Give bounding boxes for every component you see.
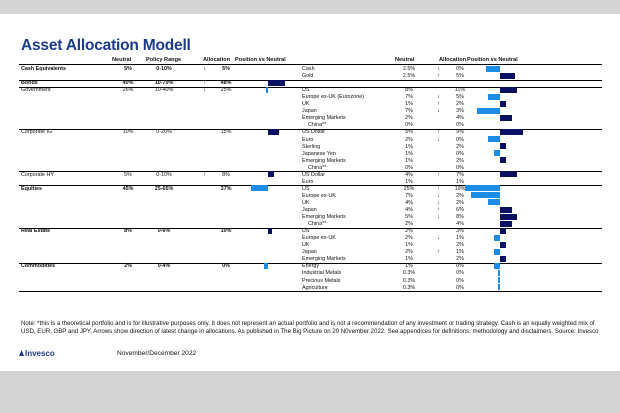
sub-asset-neutral: 7%: [405, 108, 413, 115]
sub-asset-neutral: 2%: [405, 249, 413, 256]
group-neutral: 5%: [124, 66, 132, 72]
sub-asset-name: China**: [308, 164, 327, 171]
position-bar: [500, 228, 506, 234]
sub-asset-name: China**: [308, 221, 327, 228]
group-neutral: 40%: [122, 80, 134, 87]
group-divider: [19, 80, 602, 81]
sub-asset-neutral: 1%: [405, 256, 413, 263]
group-allocation: 25%: [220, 87, 232, 94]
sub-asset-allocation: 1%: [456, 178, 464, 185]
group-allocation: 10%: [220, 228, 232, 235]
position-bar: [500, 115, 512, 121]
sub-asset-name: Emerging Markets: [302, 157, 346, 164]
position-bar: [471, 192, 500, 198]
sub-asset-name: Sterling: [302, 143, 321, 150]
group-neutral: 5%: [124, 171, 132, 178]
sub-asset-name: Gold: [302, 73, 314, 80]
group-neutral: 45%: [122, 185, 134, 192]
group-allocation: 48%: [220, 80, 232, 87]
sub-asset-name: Europe ex-UK: [302, 235, 336, 242]
sub-asset-name: Europe ex-UK (Eurozone): [302, 94, 365, 101]
position-bar: [500, 214, 517, 220]
sub-asset-neutral: 25%: [403, 185, 415, 192]
allocation-arrow-icon: ↓: [437, 192, 440, 199]
position-bar: [268, 129, 279, 135]
position-bar: [494, 263, 500, 269]
position-bar: [498, 277, 500, 283]
position-bar: [494, 235, 500, 241]
allocation-arrow-icon: ↓: [437, 199, 440, 206]
sub-asset-neutral: 0%: [405, 164, 413, 171]
header-allocation-right: Allocation: [439, 57, 467, 63]
sub-asset-allocation: 1%: [456, 249, 464, 256]
group-policy-range: 0-20%: [156, 129, 172, 136]
group-policy-range: 25-65%: [154, 185, 174, 192]
group-policy-range: 10-70%: [154, 80, 174, 87]
position-bar: [494, 150, 500, 156]
sub-asset-allocation: 2%: [456, 199, 464, 206]
invesco-logo-icon: [19, 350, 24, 356]
sub-asset-neutral: 2%: [405, 221, 413, 228]
sub-asset-allocation: 5%: [456, 73, 464, 80]
position-bar: [268, 228, 272, 234]
group-neutral: 8%: [124, 228, 132, 235]
sub-asset-name: UK: [302, 101, 310, 108]
slide: [0, 14, 620, 371]
sub-asset-neutral: 1%: [405, 263, 413, 270]
position-bar: [494, 249, 500, 255]
position-bar: [500, 207, 512, 213]
group-name: Commodities: [21, 263, 56, 270]
group-name: Equities: [21, 185, 42, 192]
header-position-left: Position vs Neutral: [235, 57, 286, 63]
position-bar: [488, 136, 500, 142]
sub-asset-allocation: 0%: [456, 164, 464, 171]
header-allocation-left: Allocation: [203, 57, 231, 63]
sub-asset-name: Japanese Yen: [302, 150, 336, 157]
sub-asset-name: Cash: [302, 66, 315, 72]
group-allocation: 5%: [222, 66, 230, 72]
allocation-arrow-icon: ↑: [437, 249, 440, 256]
sub-asset-neutral: 7%: [405, 94, 413, 101]
group-neutral: 2%: [124, 263, 132, 270]
allocation-arrow-icon: ↓: [203, 87, 206, 94]
group-allocation: 37%: [220, 185, 232, 192]
sub-asset-neutral: 7%: [405, 192, 413, 199]
sub-asset-neutral: 0%: [405, 122, 413, 129]
allocation-arrow-icon: ↓: [437, 214, 440, 221]
publication-date: November/December 2022: [117, 350, 197, 357]
position-bar: [500, 242, 506, 248]
invesco-logo: Invesco: [25, 349, 55, 358]
group-policy-range: 0-6%: [157, 228, 171, 235]
sub-asset-allocation: 5%: [456, 94, 464, 101]
group-name: Real Estate: [21, 228, 51, 235]
allocation-arrow-icon: ↑: [437, 207, 440, 213]
sub-asset-neutral: 2%: [405, 235, 413, 242]
position-bar: [500, 256, 506, 262]
sub-asset-allocation: 2%: [456, 242, 464, 249]
sub-asset-neutral: 2%: [405, 136, 413, 143]
group-name: Corporate IG: [21, 129, 53, 136]
sub-asset-allocation: 0%: [456, 122, 464, 129]
position-bar: [264, 263, 268, 269]
position-bar: [488, 94, 500, 100]
sub-asset-allocation: 11%: [454, 87, 466, 94]
allocation-arrow-icon: ↓: [437, 66, 440, 72]
sub-asset-neutral: 1%: [405, 150, 413, 157]
sub-asset-name: Europe ex-UK: [302, 192, 336, 199]
header-position-right: Position vs Neutral: [467, 57, 518, 63]
sub-asset-neutral: 1%: [405, 101, 413, 108]
page-title: Asset Allocation Modell: [21, 37, 191, 54]
position-bar: [500, 143, 506, 149]
allocation-arrow-icon: ↓: [437, 94, 440, 101]
sub-asset-allocation: 2%: [456, 101, 464, 108]
position-bar: [488, 199, 500, 205]
allocation-arrow-icon: ↑: [437, 73, 440, 80]
sub-asset-allocation: 4%: [456, 115, 464, 122]
position-bar: [498, 270, 500, 276]
sub-asset-neutral: 8%: [405, 87, 413, 94]
sub-asset-name: Emerging Markets: [302, 214, 346, 221]
position-bar: [500, 87, 517, 93]
sub-asset-allocation: 0%: [456, 277, 464, 284]
sub-asset-neutral: 1%: [405, 157, 413, 164]
sub-asset-allocation: 0%: [456, 136, 464, 143]
sub-asset-neutral: 1%: [405, 242, 413, 249]
sub-asset-name: UK: [302, 199, 310, 206]
header-neutral-left: Neutral: [112, 57, 132, 63]
allocation-arrow-icon: ↑: [203, 80, 206, 87]
sub-asset-name: US Dollar: [302, 129, 326, 136]
group-policy-range: 0-4%: [157, 263, 171, 270]
allocation-arrow-icon: ↑: [437, 171, 440, 178]
sub-asset-allocation: 0%: [456, 270, 464, 277]
position-bar: [500, 73, 515, 79]
position-bar: [465, 185, 500, 191]
sub-asset-neutral: 0.3%: [402, 277, 416, 284]
position-bar: [486, 66, 501, 72]
sub-asset-name: Precious Metals: [302, 277, 341, 284]
sub-asset-name: US: [302, 87, 310, 94]
sub-asset-name: Japan: [302, 108, 317, 115]
sub-asset-name: Japan: [302, 207, 317, 213]
allocation-arrow-icon: ↓: [437, 108, 440, 115]
sub-asset-allocation: 9%: [456, 129, 464, 136]
sub-asset-allocation: 8%: [456, 214, 464, 221]
sub-asset-neutral: 2.5%: [402, 66, 416, 72]
group-allocation: 8%: [222, 171, 230, 178]
header-rule: [19, 64, 602, 65]
allocation-arrow-icon: ↑: [437, 101, 440, 108]
position-bar: [500, 221, 512, 227]
sub-asset-allocation: 2%: [456, 143, 464, 150]
sub-asset-allocation: 0%: [456, 66, 464, 72]
sub-asset-allocation: 3%: [456, 108, 464, 115]
sub-asset-neutral: 2%: [405, 115, 413, 122]
sub-asset-allocation: 4%: [456, 221, 464, 228]
group-policy-range: 0-10%: [156, 66, 172, 72]
allocation-arrow-icon: ↑: [203, 171, 206, 178]
sub-asset-name: Agriculture: [302, 284, 328, 291]
sub-asset-name: China**: [308, 122, 327, 129]
allocation-arrow-icon: ↓: [437, 136, 440, 143]
sub-asset-neutral: 5%: [405, 129, 413, 136]
group-name: Cash Equivalents: [21, 66, 66, 72]
position-bar: [268, 171, 274, 177]
header-neutral-right: Neutral: [395, 57, 415, 63]
sub-asset-name: Euro: [302, 136, 314, 143]
group-name: Corporate HY: [21, 171, 54, 178]
position-bar: [477, 108, 500, 114]
group-name: Bonds: [21, 80, 38, 87]
sub-asset-allocation: 0%: [456, 284, 464, 291]
sub-asset-neutral: 4%: [405, 207, 413, 213]
group-allocation: 15%: [220, 129, 232, 136]
group-policy-range: 0-10%: [156, 171, 172, 178]
sub-asset-neutral: 4%: [405, 199, 413, 206]
sub-asset-allocation: 2%: [456, 157, 464, 164]
group-divider: [19, 291, 602, 292]
position-bar: [498, 284, 500, 290]
sub-asset-allocation: 0%: [456, 263, 464, 270]
position-bar: [266, 87, 268, 93]
group-policy-range: 10-40%: [154, 87, 174, 94]
sub-asset-neutral: 0.3%: [402, 270, 416, 277]
position-bar: [500, 101, 506, 107]
position-bar: [268, 80, 285, 86]
sub-asset-allocation: 3%: [456, 228, 464, 235]
position-bar: [500, 129, 523, 135]
sub-asset-neutral: 4%: [405, 171, 413, 178]
allocation-arrow-icon: ↑: [437, 129, 440, 136]
sub-asset-name: Energy: [302, 263, 320, 270]
sub-asset-name: Industrial Metals: [302, 270, 342, 277]
group-allocation: 0%: [222, 263, 230, 270]
position-bar: [500, 157, 506, 163]
group-name: Government: [21, 87, 51, 94]
group-neutral: 10%: [122, 129, 134, 136]
footnote: Note: *this is a theoretical portfolio and is for illustrative purposes only. It does not represent an actual portfolio and is not a recommendation of any investment or trading strategy. Cash is an equally weighted mix of USD, EUR, GBP and JPY. Arrows show direction of latest change in allocations. As published in The Big Picture on 20 N0vember 2022. See appendices for definitions, methodology and disclaimers. Source: Invesco: [21, 320, 599, 336]
sub-asset-name: US Dollar: [302, 171, 326, 178]
sub-asset-name: Japan: [302, 249, 317, 256]
allocation-arrow-icon: ↑: [437, 185, 440, 192]
sub-asset-neutral: 5%: [405, 214, 413, 221]
sub-asset-name: US: [302, 228, 310, 235]
sub-asset-allocation: 7%: [456, 171, 464, 178]
sub-asset-name: Euro: [302, 178, 314, 185]
group-neutral: 26%: [122, 87, 134, 94]
sub-asset-neutral: 2.5%: [402, 73, 416, 80]
sub-asset-name: Emerging Markets: [302, 256, 346, 263]
sub-asset-neutral: 0.3%: [402, 284, 416, 291]
group-divider: [19, 228, 602, 229]
group-divider: [19, 185, 602, 186]
allocation-arrow-icon: ↓: [437, 235, 440, 242]
sub-asset-neutral: 1%: [405, 143, 413, 150]
sub-asset-neutral: 2%: [405, 228, 413, 235]
sub-asset-name: Emerging Markets: [302, 115, 346, 122]
sub-asset-allocation: 19%: [454, 185, 466, 192]
sub-asset-name: US: [302, 185, 310, 192]
sub-asset-neutral: 1%: [405, 178, 413, 185]
allocation-arrow-icon: ↓: [203, 66, 206, 72]
sub-asset-allocation: 6%: [456, 207, 464, 213]
sub-asset-allocation: 1%: [456, 235, 464, 242]
sub-asset-allocation: 0%: [456, 150, 464, 157]
header-policy-range: Policy Range: [146, 57, 182, 63]
sub-asset-allocation: 2%: [456, 256, 464, 263]
sub-asset-allocation: 2%: [456, 192, 464, 199]
position-bar: [500, 171, 517, 177]
position-bar: [251, 185, 268, 191]
sub-asset-name: UK: [302, 242, 310, 249]
